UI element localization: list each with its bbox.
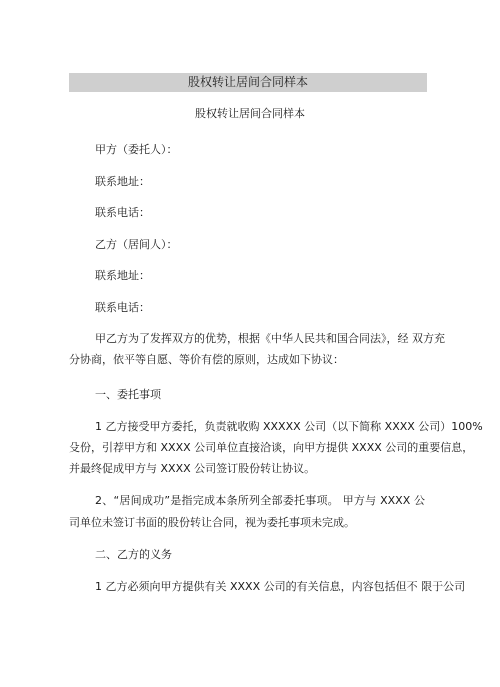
section-1-para-1-line-2: 殳份，引荐甲方和 XXXX 公司单位直接洽谈，向甲方提供 XXXX 公司的重要信息， — [69, 441, 474, 454]
intro-line-1: 甲乙方为了发挥双方的优势，根据《中华人民共和国合同法》，经 双方充 — [95, 332, 445, 345]
section-1-para-2-line-1: 2、“居间成功”是指完成本条所列全部委托事项。 甲方与 XXXX 公 — [95, 494, 425, 507]
section-1-para-1-line-3: 并最终促成甲方与 XXXX 公司签订股份转让协议。 — [69, 462, 316, 475]
party-b-phone-label: 联系电话： — [95, 301, 150, 314]
section-2-heading: 二、乙方的义务 — [95, 548, 172, 561]
section-1-para-2-line-2: 司单位未签订书面的股份转让合同，视为委托事项未完成。 — [69, 516, 355, 529]
section-1-para-1-line-1: 1 乙方接受甲方委托，负责就收购 XXXXX 公司（以下简称 XXXX 公司）100% — [95, 420, 483, 433]
party-b-label: 乙方（居间人）： — [95, 238, 178, 251]
section-2-para-1-line-1: 1 乙方必须向甲方提供有关 XXXX 公司的有关信息，内容包括但不 限于公司 — [95, 580, 466, 593]
document-header-title: 股权转让居间合同样本 — [69, 73, 427, 92]
party-b-address-label: 联系地址： — [95, 269, 150, 282]
party-a-label: 甲方（委托人）： — [95, 143, 178, 156]
party-a-address-label: 联系地址： — [95, 175, 150, 188]
section-1-heading: 一、委托事项 — [95, 388, 161, 401]
party-a-phone-label: 联系电话： — [95, 206, 150, 219]
intro-line-2: 分协商，依平等自愿、等价有偿的原则，达成如下协议： — [69, 353, 344, 366]
document-subtitle: 股权转让居间合同样本 — [195, 107, 305, 120]
